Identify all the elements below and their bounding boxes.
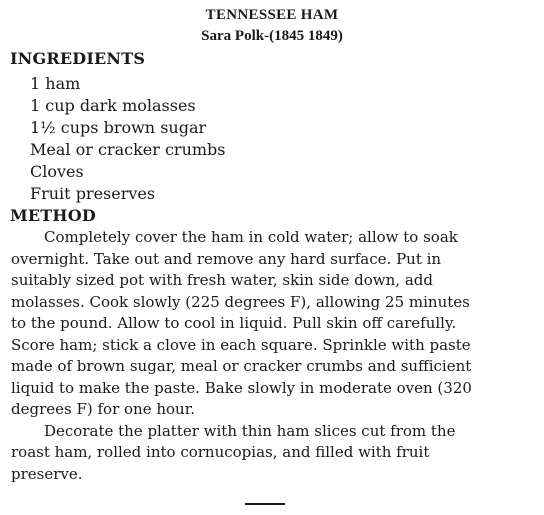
ingredient-item: Cloves xyxy=(30,162,84,181)
method-line: suitably sized pot with fresh water, skin side down, add xyxy=(11,271,433,289)
ingredient-item: Meal or cracker crumbs xyxy=(30,140,226,159)
method-line: made of brown sugar, meal or cracker crumbs and sufficient xyxy=(11,357,472,375)
method-line: Decorate the platter with thin ham slices cut from the xyxy=(44,421,456,440)
method-line: Score ham; stick a clove in each square. Sprinkle with paste xyxy=(11,335,471,354)
ingredient-item: 1 cup dark molasses xyxy=(30,96,196,115)
ingredients-heading: INGREDIENTS xyxy=(10,49,146,68)
method-line: overnight. Take out and remove any hard surface. Put in xyxy=(11,249,442,268)
method-line: degrees F) for one hour. xyxy=(11,400,195,418)
method-line: preserve. xyxy=(11,464,83,483)
recipe-byline: Sara Polk-(1845 1849) xyxy=(201,28,343,44)
method-heading: METHOD xyxy=(10,206,96,225)
recipe-title: TENNESSEE HAM xyxy=(205,7,339,23)
ingredient-item: 1½ cups brown sugar xyxy=(30,118,207,137)
method-line: molasses. Cook slowly (225 degrees F), allowing 25 minutes xyxy=(11,292,470,311)
method-line: roast ham, rolled into cornucopias, and filled with fruit xyxy=(11,443,430,461)
ingredient-list xyxy=(30,73,226,205)
method-line: liquid to make the paste. Bake slowly in moderate oven (320 xyxy=(11,378,472,397)
method-line: to the pound. Allow to cool in liquid. Pull skin off carefully. xyxy=(11,314,457,332)
method-line: Completely cover the ham in cold water; allow to soak xyxy=(44,228,458,246)
ingredient-item: Fruit preserves xyxy=(30,184,156,203)
ingredient-item: 1 ham xyxy=(30,74,81,93)
end-divider xyxy=(245,503,285,505)
method-body xyxy=(11,227,531,485)
